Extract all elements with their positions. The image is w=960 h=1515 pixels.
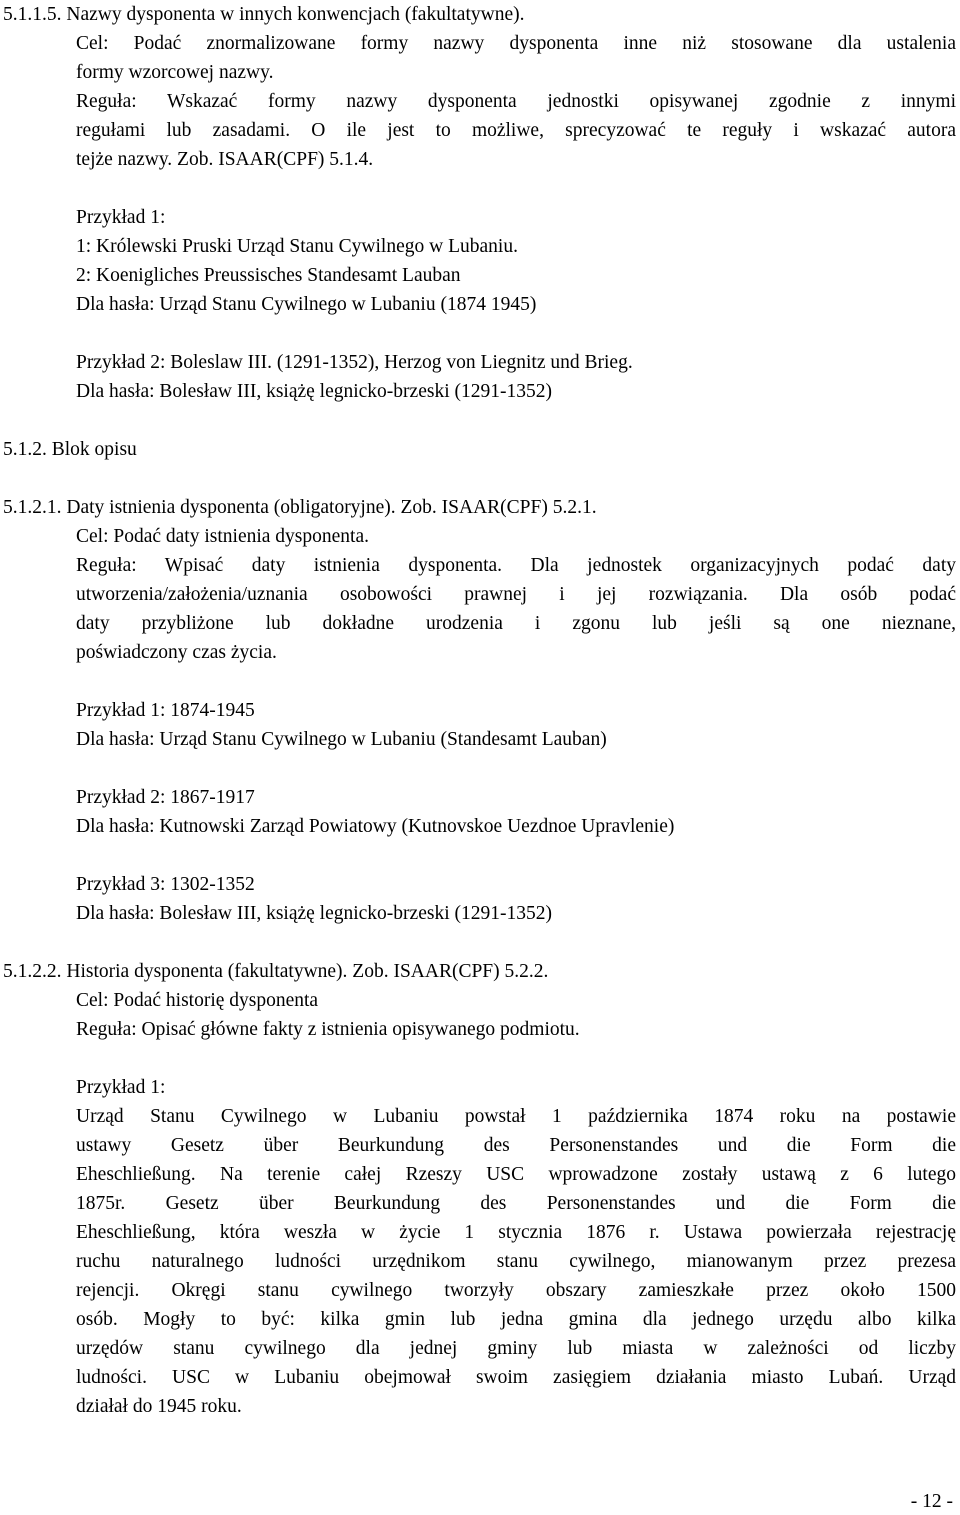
text-line: Przykład 1: (76, 1077, 166, 1098)
text-line: Dla hasła: Bolesław III, książę legnicko-brzeski (1291-1352) (76, 903, 552, 924)
text-line: Reguła: Opisać główne fakty z istnienia opisywanego podmiotu. (76, 1019, 580, 1040)
page-number: - 12 - (910, 1491, 953, 1512)
text-line: Cel: Podać znormalizowane formy nazwy dysponenta inne niż stosowane dla ustalenia (76, 33, 956, 54)
text-line: regułami lub zasadami. O ile jest to możliwe, sprecyzować te reguły i wskazać autora (76, 120, 956, 141)
text-line: 5.1.2.1. Daty istnienia dysponenta (obligatoryjne). Zob. ISAAR(CPF) 5.2.1. (3, 497, 597, 518)
text-line: osób. Mogły to być: kilka gmin lub jedna gmina dla jednego urzędu albo kilka (76, 1309, 956, 1330)
text-line: rejencji. Okręgi stanu cywilnego tworzyły obszary zamieszkałe przez około 1500 (76, 1280, 956, 1301)
text-line: Przykład 2: 1867-1917 (76, 787, 255, 808)
text-line: Przykład 1: (76, 207, 166, 228)
text-line: formy wzorcowej nazwy. (76, 62, 274, 83)
text-line: daty przybliżone lub dokładne urodzenia i zgonu lub jeśli są one nieznane, (76, 613, 956, 634)
text-line: Cel: Podać historię dysponenta (76, 990, 319, 1011)
text-line: ustawy Gesetz über Beurkundung des Personenstandes und die Form die (76, 1135, 956, 1156)
text-line: 5.1.2.2. Historia dysponenta (fakultatywne). Zob. ISAAR(CPF) 5.2.2. (3, 961, 549, 982)
text-line: działał do 1945 roku. (76, 1396, 242, 1417)
text-line: Dla hasła: Bolesław III, książę legnicko-brzeski (1291-1352) (76, 381, 552, 402)
text-line: Dla hasła: Kutnowski Zarząd Powiatowy (Kutnovskoe Uezdnoe Upravlenie) (76, 816, 675, 837)
text-line: Eheschließung. Na terenie całej Rzeszy USC wprowadzone zostały ustawą z 6 lutego (76, 1164, 956, 1185)
text-line: 5.1.2. Blok opisu (3, 439, 137, 460)
text-line: 5.1.1.5. Nazwy dysponenta w innych konwencjach (fakultatywne). (3, 4, 525, 25)
text-line: 2: Koenigliches Preussisches Standesamt Lauban (76, 265, 461, 286)
text-line: Przykład 1: 1874-1945 (76, 700, 255, 721)
text-line: Urząd Stanu Cywilnego w Lubaniu powstał 1 października 1874 roku na postawie (76, 1106, 956, 1127)
text-line: Przykład 3: 1302-1352 (76, 874, 255, 895)
text-line: Przykład 2: Boleslaw III. (1291-1352), Herzog von Liegnitz und Brieg. (76, 352, 633, 373)
text-line: Eheschließung, która weszła w życie 1 stycznia 1876 r. Ustawa powierzała rejestrację (76, 1222, 956, 1243)
text-line: ruchu naturalnego ludności urzędnikom stanu cywilnego, mianowanym przez prezesa (76, 1251, 956, 1272)
text-line: Dla hasła: Urząd Stanu Cywilnego w Lubaniu (1874 1945) (76, 294, 537, 315)
text-line: Reguła: Wskazać formy nazwy dysponenta jednostki opisywanej zgodnie z innymi (76, 91, 956, 112)
text-line: tejże nazwy. Zob. ISAAR(CPF) 5.1.4. (76, 149, 374, 170)
text-line: utworzenia/założenia/uznania osobowości prawnej i jej rozwiązania. Dla osób podać (76, 584, 956, 605)
text-line: 1875r. Gesetz über Beurkundung des Personenstandes und die Form die (76, 1193, 956, 1214)
text-line: urzędów stanu cywilnego dla jednej gminy lub miasta w zależności od liczby (76, 1338, 956, 1359)
text-line: Reguła: Wpisać daty istnienia dysponenta. Dla jednostek organizacyjnych podać daty (76, 555, 956, 576)
text-line: Dla hasła: Urząd Stanu Cywilnego w Lubaniu (Standesamt Lauban) (76, 729, 607, 750)
text-line: Cel: Podać daty istnienia dysponenta. (76, 526, 369, 547)
text-line: poświadczony czas życia. (76, 642, 277, 663)
text-line: ludności. USC w Lubaniu obejmował swoim zasięgiem działania miasto Lubań. Urząd (76, 1367, 956, 1388)
text-line: 1: Królewski Pruski Urząd Stanu Cywilnego w Lubaniu. (76, 236, 518, 257)
